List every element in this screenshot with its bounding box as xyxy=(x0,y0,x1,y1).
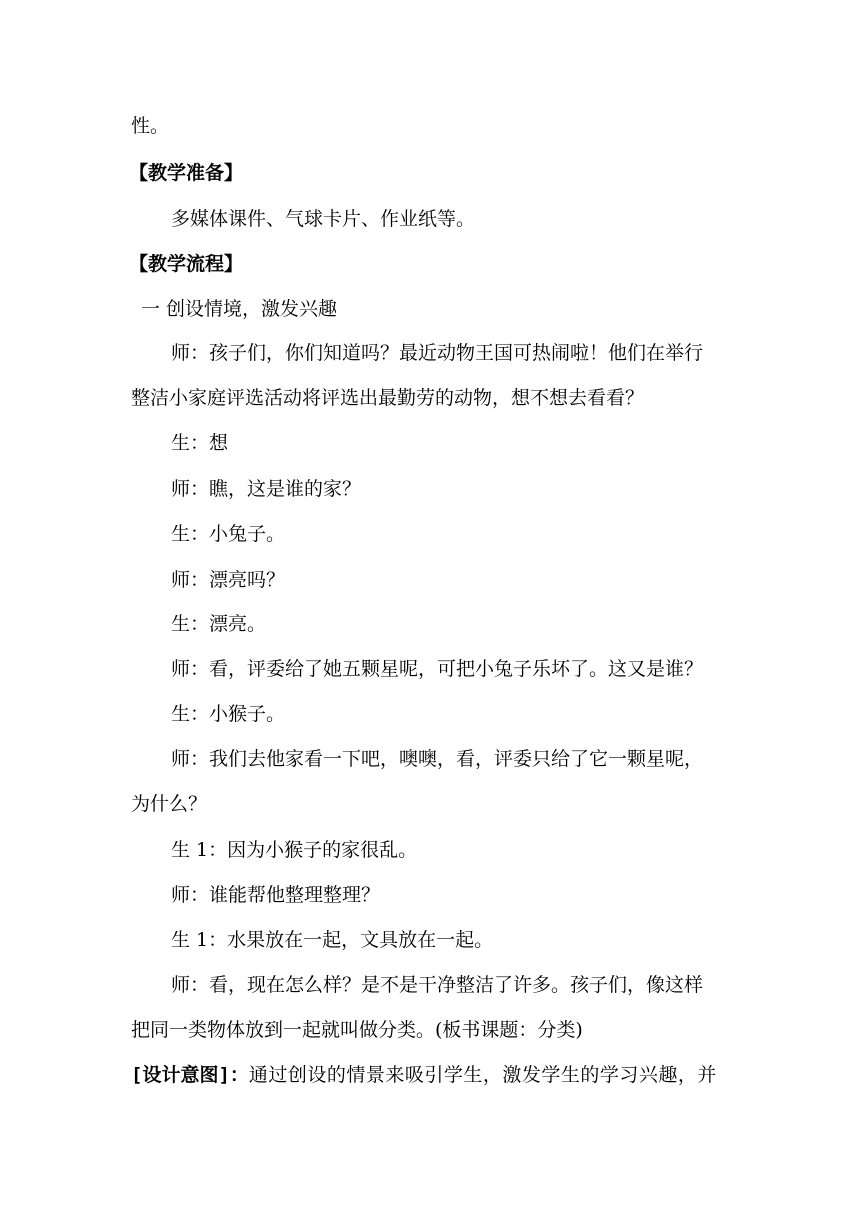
dialogue-line: 生 1：水果放在一起，文具放在一起。 xyxy=(171,929,494,951)
text-line: 性。 xyxy=(131,115,170,137)
dialogue-line: 生：漂亮。 xyxy=(171,613,267,635)
design-intent-label: [设计意图]： xyxy=(131,1064,249,1086)
dialogue-line: 师：谁能帮他整理整理？ xyxy=(171,884,381,906)
dialogue-line: 师：看，现在怎么样？是不是干净整洁了许多。孩子们，像这样 xyxy=(171,974,704,996)
subsection-heading: 一 创设情境，激发兴趣 xyxy=(141,298,338,320)
text-line: 多媒体课件、气球卡片、作业纸等。 xyxy=(171,208,476,230)
dialogue-line: 师：看，评委给了她五颗星呢，可把小兔子乐坏了。这又是谁？ xyxy=(171,658,704,680)
design-intent-text: 通过创设的情景来吸引学生，激发学生的学习兴趣，并 xyxy=(248,1064,717,1086)
design-intent-line xyxy=(131,1062,731,1088)
dialogue-line: 生：小兔子。 xyxy=(171,523,286,545)
dialogue-line: 为什么？ xyxy=(131,793,208,815)
dialogue-line: 生 1：因为小猴子的家很乱。 xyxy=(171,839,418,861)
dialogue-line: 师：瞧，这是谁的家？ xyxy=(171,478,362,500)
section-heading: 【教学流程】 xyxy=(129,253,244,275)
dialogue-line: 师：孩子们，你们知道吗？最近动物王国可热闹啦！他们在举行 xyxy=(171,342,704,364)
section-heading: 【教学准备】 xyxy=(129,162,244,184)
dialogue-line: 生：小猴子。 xyxy=(171,703,286,725)
dialogue-line: 把同一类物体放到一起就叫做分类。(板书课题：分类) xyxy=(131,1019,583,1041)
dialogue-line: 整洁小家庭评选活动将评选出最勤劳的动物，想不想去看看？ xyxy=(131,387,645,409)
dialogue-line: 师：漂亮吗？ xyxy=(171,569,286,591)
dialogue-line: 生：想 xyxy=(171,432,229,454)
dialogue-line: 师：我们去他家看一下吧，噢噢，看，评委只给了它一颗星呢， xyxy=(171,748,704,770)
